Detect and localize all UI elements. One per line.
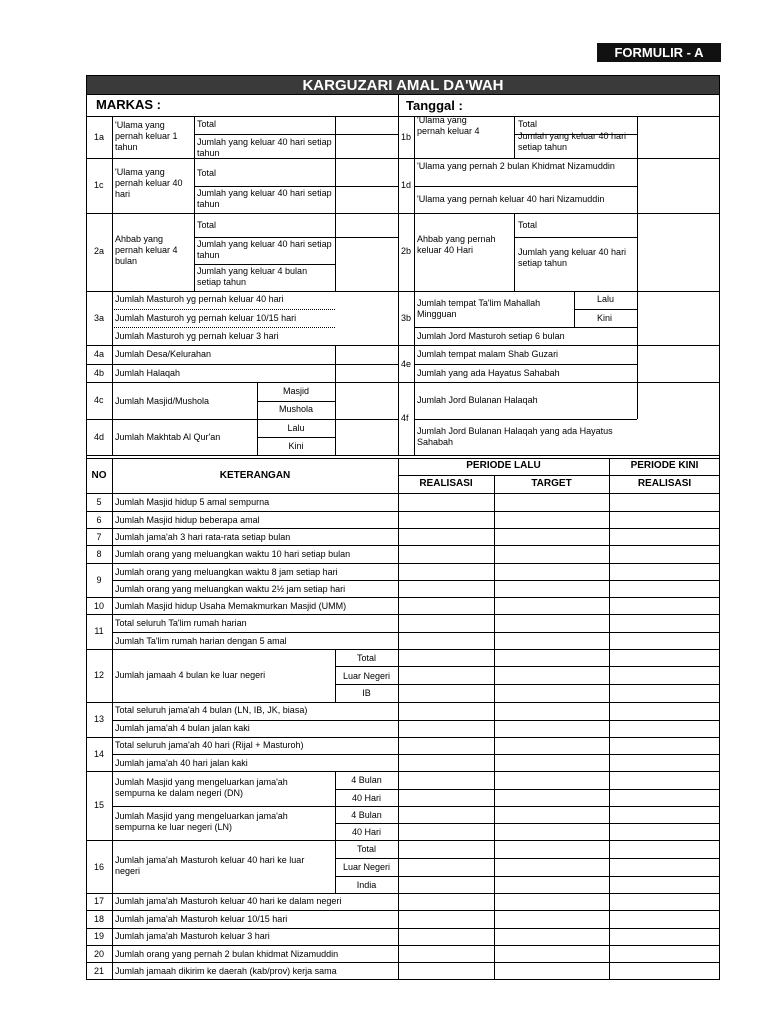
- sub-2b: Jumlah yang keluar 40 hari setiap tahun: [518, 247, 627, 268]
- row-no-10: 10: [93, 601, 104, 611]
- row-num-2a: 2a: [94, 246, 105, 256]
- label-1c: 'Ulama yang pernah keluar 40 hari: [115, 167, 183, 199]
- label-4d-lalu: Lalu: [287, 423, 305, 433]
- row-num-4a: 4a: [94, 349, 105, 359]
- row-text-13b: Jumlah jama'ah 4 bulan jalan kaki: [115, 723, 250, 733]
- label-4c: Jumlah Masjid/Mushola: [115, 396, 210, 406]
- col-periode-lalu: PERIODE LALU: [466, 460, 541, 471]
- col-realisasi-kini: REALISASI: [637, 478, 692, 489]
- total-2b: Total: [518, 220, 538, 230]
- row-15-40hari-ln: 40 Hari: [351, 827, 381, 837]
- label-4c-mushola: Mushola: [278, 404, 314, 414]
- row-text-20: Jumlah orang yang pernah 2 bulan khidmat Nizamuddin: [115, 949, 339, 959]
- row-text-15a: Jumlah Masjid yang mengeluarkan jama'ah sempurna ke dalam negeri (DN): [115, 777, 288, 798]
- row-num-1c: 1c: [94, 180, 104, 190]
- row-num-3a: 3a: [94, 313, 105, 323]
- row-no-6: 6: [96, 515, 102, 525]
- row-no-18: 18: [93, 914, 104, 924]
- row-num-4d: 4d: [94, 432, 105, 442]
- label-2a: Ahbab yang pernah keluar 4 bulan: [115, 234, 178, 266]
- col-keterangan: KETERANGAN: [219, 470, 291, 481]
- tanggal-label: Tanggal :: [406, 98, 463, 113]
- row-no-8: 8: [96, 549, 102, 559]
- row-text-15b: Jumlah Masjid yang mengeluarkan jama'ah sempurna ke luar negeri (LN): [115, 811, 288, 832]
- label-3b-jord: Jumlah Jord Masturoh setiap 6 bulan: [417, 331, 565, 341]
- label-4e-2: Jumlah yang ada Hayatus Sahabah: [417, 368, 560, 378]
- label-3b-kini: Kini: [597, 313, 613, 323]
- row-no-13: 13: [93, 714, 104, 724]
- label-4b: Jumlah Halaqah: [115, 368, 181, 378]
- col-target: TARGET: [531, 478, 572, 489]
- row-num-4c: 4c: [94, 395, 104, 405]
- label-3b-lalu: Lalu: [597, 294, 615, 304]
- row-12-ib: IB: [362, 688, 371, 698]
- row-15-4bulan-ln: 4 Bulan: [351, 810, 382, 820]
- row-no-20: 20: [93, 949, 104, 959]
- row-num-4e: 4e: [401, 359, 412, 369]
- total-1b: Total: [518, 119, 538, 129]
- row-num-2b: 2b: [401, 246, 412, 256]
- row-no-7: 7: [96, 532, 102, 542]
- row-16-luar-negeri: Luar Negeri: [342, 862, 391, 872]
- row-12-luar-negeri: Luar Negeri: [342, 671, 391, 681]
- row-text-19: Jumlah jama'ah Masturoh keluar 3 hari: [115, 931, 270, 941]
- row-15-4bulan-dn: 4 Bulan: [351, 775, 382, 785]
- row-no-9: 9: [96, 575, 102, 585]
- row-text-10: Jumlah Masjid hidup Usaha Memakmurkan Masjid (UMM): [115, 601, 347, 611]
- row-num-1b: 1b: [401, 132, 412, 142]
- row-16-total: Total: [356, 844, 376, 854]
- row-no-19: 19: [93, 931, 104, 941]
- row-text-14b: Jumlah jama'ah 40 hari jalan kaki: [115, 758, 248, 768]
- label-3a-1: Jumlah Masturoh yg pernah keluar 40 hari: [115, 294, 284, 304]
- col-realisasi: REALISASI: [419, 478, 473, 489]
- row-no-21: 21: [93, 966, 104, 976]
- row-text-21: Jumlah jamaah dikirim ke daerah (kab/prov) kerja sama: [115, 966, 337, 976]
- label-4a: Jumlah Desa/Kelurahan: [115, 349, 212, 359]
- row-text-14a: Total seluruh jama'ah 40 hari (Rijal + Masturoh): [115, 740, 304, 750]
- col-periode-kini: PERIODE KINI: [630, 460, 699, 471]
- total-1c: Total: [197, 168, 217, 178]
- row-text-11b: Jumlah Ta'lim rumah harian dengan 5 amal: [115, 636, 287, 646]
- label-3a-2: Jumlah Masturoh yg pernah keluar 10/15 hari: [115, 313, 297, 323]
- sub-1a: Jumlah yang keluar 40 hari setiap tahun: [197, 137, 332, 158]
- row-num-4f: 4f: [401, 413, 409, 423]
- row-no-17: 17: [93, 896, 104, 906]
- row-text-7: Jumlah jama'ah 3 hari rata-rata setiap bulan: [115, 532, 291, 542]
- label-4f-1: Jumlah Jord Bulanan Halaqah: [417, 395, 538, 405]
- label-1a: 'Ulama yang pernah keluar 1 tahun: [115, 120, 178, 152]
- row-num-3b: 3b: [401, 313, 412, 323]
- col-no: NO: [91, 470, 107, 481]
- row-no-5: 5: [96, 497, 102, 507]
- label-1d-b: 'Ulama yang pernah keluar 40 hari Nizamuddin: [417, 194, 605, 204]
- label-4f-2: Jumlah Jord Bulanan Halaqah yang ada Hayatus Sahabah: [417, 426, 613, 447]
- form-label: FORMULIR - A: [597, 43, 721, 62]
- row-no-15: 15: [93, 800, 104, 810]
- row-text-11a: Total seluruh Ta'lim rumah harian: [115, 618, 247, 628]
- sub-1c: Jumlah yang keluar 40 hari setiap tahun: [197, 188, 332, 209]
- row-no-16: 16: [93, 862, 104, 872]
- label-3b: Jumlah tempat Ta'lim Mahallah Mingguan: [417, 298, 541, 319]
- row-no-12: 12: [93, 670, 104, 680]
- row-12-total: Total: [356, 653, 376, 663]
- row-text-12: Jumlah jamaah 4 bulan ke luar negeri: [115, 670, 266, 680]
- row-16-india: India: [356, 880, 377, 890]
- total-1a: Total: [197, 119, 217, 129]
- row-text-5: Jumlah Masjid hidup 5 amal sempurna: [115, 497, 270, 507]
- markas-label: MARKAS :: [96, 97, 161, 112]
- sub-1b: Jumlah yang keluar 40 hari setiap tahun: [518, 131, 627, 152]
- sub2-2a: Jumlah yang keluar 4 bulan setiap tahun: [197, 266, 308, 287]
- row-text-18: Jumlah jama'ah Masturoh keluar 10/15 hari: [115, 914, 288, 924]
- total-2a: Total: [197, 220, 217, 230]
- label-4e-1: Jumlah tempat malam Shab Guzari: [417, 349, 559, 359]
- row-text-8: Jumlah orang yang meluangkan waktu 10 hari setiap bulan: [115, 549, 351, 559]
- row-text-16: Jumlah jama'ah Masturoh keluar 40 hari ke luar negeri: [115, 855, 305, 876]
- label-1d-a: 'Ulama yang pernah 2 bulan Khidmat Nizamuddin: [417, 161, 615, 171]
- form-title: KARGUZARI AMAL DA'WAH: [86, 75, 720, 95]
- sub1-2a: Jumlah yang keluar 40 hari setiap tahun: [197, 239, 332, 260]
- row-no-14: 14: [93, 749, 104, 759]
- label-1b: 'Ulama yang pernah keluar 4: [417, 115, 480, 136]
- label-3a-3: Jumlah Masturoh yg pernah keluar 3 hari: [115, 331, 279, 341]
- row-text-17: Jumlah jama'ah Masturoh keluar 40 hari ke dalam negeri: [115, 896, 342, 906]
- row-text-9a: Jumlah orang yang meluangkan waktu 8 jam setiap hari: [115, 567, 338, 577]
- row-text-9b: Jumlah orang yang meluangkan waktu 2½ jam setiap hari: [115, 584, 346, 594]
- row-num-1a: 1a: [94, 132, 105, 142]
- label-4d-kini: Kini: [288, 441, 304, 451]
- row-num-4b: 4b: [94, 368, 105, 378]
- row-15-40hari-dn: 40 Hari: [351, 793, 381, 803]
- label-4d: Jumlah Makhtab Al Qur'an: [115, 432, 221, 442]
- label-4c-masjid: Masjid: [282, 386, 309, 396]
- row-text-13a: Total seluruh jama'ah 4 bulan (LN, IB, JK, biasa): [115, 705, 308, 715]
- row-no-11: 11: [94, 626, 104, 636]
- row-num-1d: 1d: [401, 180, 412, 190]
- label-2b: Ahbab yang pernah keluar 40 Hari: [417, 234, 496, 255]
- row-text-6: Jumlah Masjid hidup beberapa amal: [115, 515, 260, 525]
